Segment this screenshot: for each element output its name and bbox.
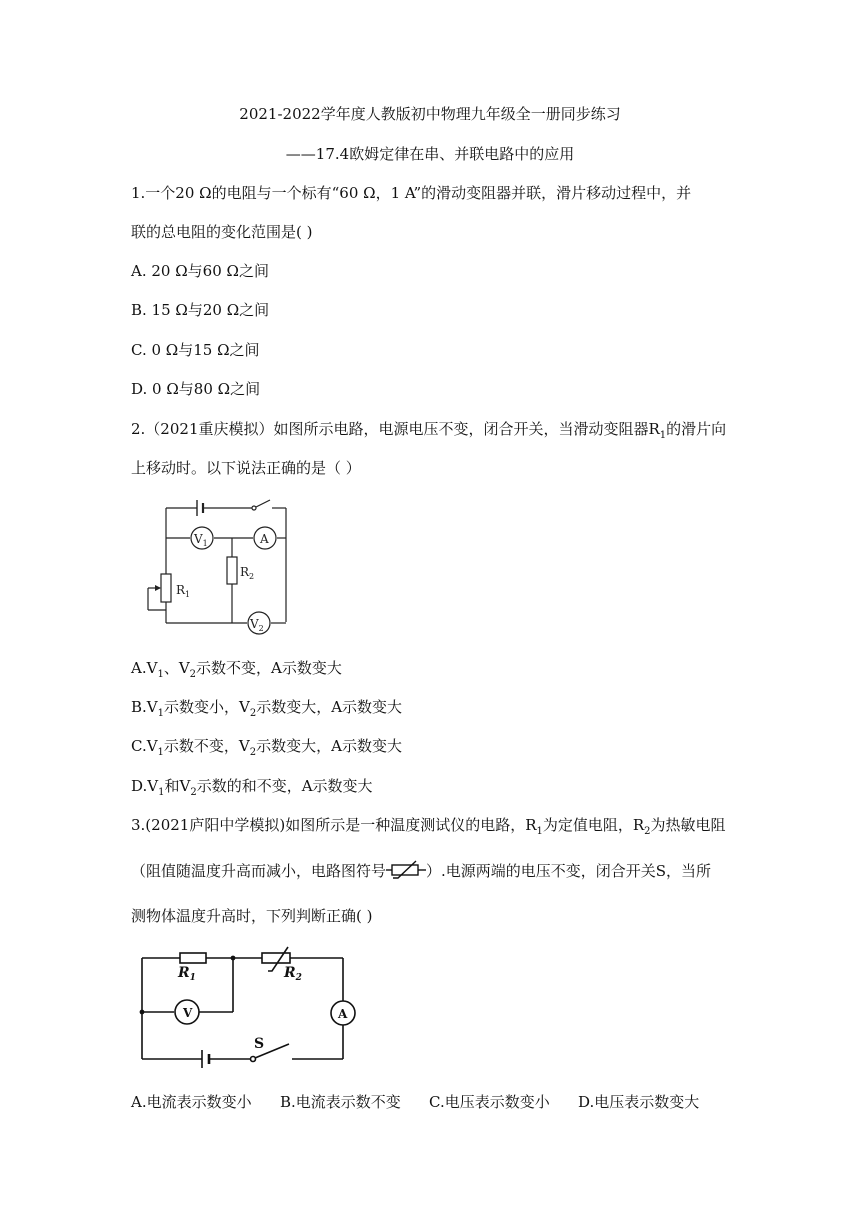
q3-stem-line1: 3.(2021庐阳中学模拟)如图所示是一种温度测试仪的电路，$R_1$为定值电阻，$R_2$为热敏电阻 <box>131 816 726 837</box>
q3-circuit-figure <box>132 944 357 1070</box>
q2-option-a: $A.V_1$、$V_2$示数不变，A示数变大 <box>131 659 342 680</box>
q2-ammeter-label: A <box>260 532 269 546</box>
q2-stem-line1: 2.（2021重庆模拟）如图所示电路，电源电压不变，闭合开关，当滑动变阻器$R_1$的滑片向 <box>131 420 727 441</box>
q1-option-a: A. 20 Ω与60 Ω之间 <box>131 262 269 280</box>
q3-voltmeter-label: V <box>183 1006 193 1020</box>
document-subtitle: ——17.4欧姆定律在串、并联电路中的应用 <box>285 145 575 163</box>
q3-ammeter-label: A <box>338 1007 348 1021</box>
q1-option-d: D. 0 Ω与80 Ω之间 <box>131 380 261 398</box>
q2-stem-line2: 上移动时。以下说法正确的是（ ） <box>131 459 361 477</box>
q3-switch-label: S <box>254 1036 265 1052</box>
q3-option-b: B.电流表示数不变 <box>280 1093 401 1111</box>
q3-option-c: C.电压表示数变小 <box>429 1093 550 1111</box>
thermistor-symbol-icon <box>386 860 426 880</box>
q2-option-c: $C.V_1$示数不变，$V_2$示数变大，A示数变大 <box>131 737 402 758</box>
q3-r2-label: $R_2$ <box>284 965 302 983</box>
q1-option-c: C. 0 Ω与15 Ω之间 <box>131 341 260 359</box>
q2-r1-label: $R_1$ <box>176 583 191 599</box>
q3-r1-label: $R_1$ <box>178 965 196 983</box>
q2-option-d: $D.V_1$和$V_2$示数的和不变，A示数变大 <box>131 777 373 798</box>
q2-v1-label: $V_1$ <box>194 532 208 548</box>
q2-v2-label: $V_2$ <box>250 617 264 633</box>
q1-stem-line2: 联的总电阻的变化范围是( ) <box>131 223 313 241</box>
q2-circuit-figure <box>138 490 298 638</box>
q3-option-d: D.电压表示数变大 <box>578 1093 700 1111</box>
q2-option-b: $B.V_1$示数变小，$V_2$示数变大，A示数变大 <box>131 698 403 719</box>
q2-r2-label: $R_2$ <box>240 565 255 581</box>
q3-stem-line2: （阻值随温度升高而减小，电路图符号 ）.电源两端的电压不变，闭合开关S，当所 <box>131 862 712 880</box>
q3-option-a: A.电流表示数变小 <box>131 1093 252 1111</box>
q3-stem-line3: 测物体温度升高时，下列判断正确( ) <box>131 907 373 925</box>
document-title: 2021-2022学年度人教版初中物理九年级全一册同步练习 <box>239 105 621 123</box>
q1-option-b: B. 15 Ω与20 Ω之间 <box>131 301 270 319</box>
q1-stem-line1: 1.一个20 Ω的电阻与一个标有“60 Ω，1 A”的滑动变阻器并联，滑片移动过程中，并 <box>131 184 692 202</box>
